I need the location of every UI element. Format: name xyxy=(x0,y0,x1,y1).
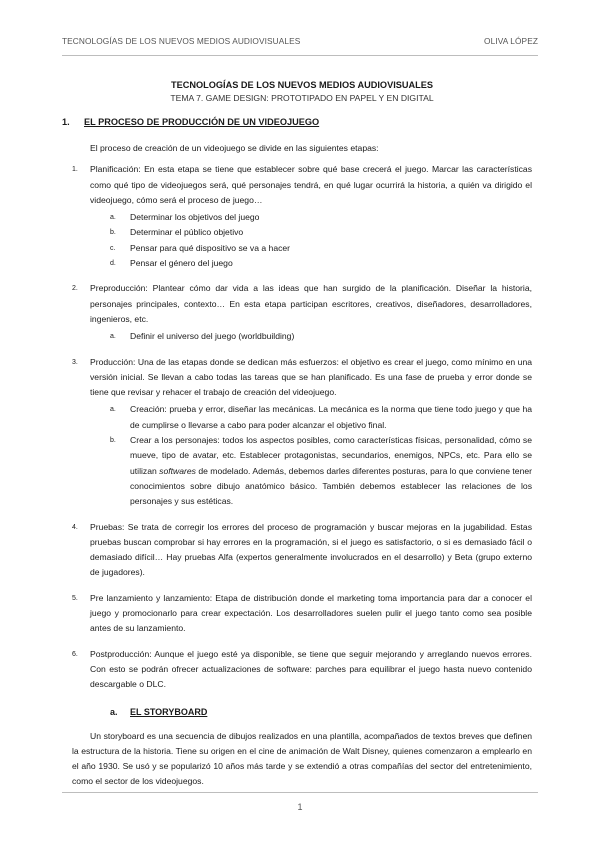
header-author: OLIVA LÓPEZ xyxy=(484,36,538,46)
document-subtitle: TEMA 7. GAME DESIGN: PROTOTIPADO EN PAPEL Y EN DIGITAL xyxy=(170,93,434,103)
subsection-title: EL STORYBOARD xyxy=(130,706,208,717)
stage-pruebas xyxy=(72,520,532,581)
list-item: c. Pensar para qué dispositivo se va a hacer xyxy=(110,242,291,253)
stage-sublist xyxy=(90,329,532,344)
document-title: TECNOLOGÍAS DE LOS NUEVOS MEDIOS AUDIOVISUALES xyxy=(170,80,434,90)
list-item: b. Crear a los personajes: todos los aspectos posibles, como características físicas, personalidad, cómo se mueve, tipo de avatar, etc. Establecer protagonistas, secundarios, enemigos, NPCs, etc. Para ello se utilizan softwares de modelado. Además, debemos darles diferentes posturas, para lo que conviene tener conocimientos sobre dibujo anatómico básico. También debemos establecer las relaciones de los personajes y sus estéticas. xyxy=(110,435,532,507)
stage-number: 5. xyxy=(72,594,78,602)
header-divider xyxy=(62,55,538,56)
subsection-number: a. xyxy=(110,706,118,717)
stage-lanzamiento xyxy=(72,591,532,637)
stage-number: 3. xyxy=(72,358,78,366)
list-item: a. Determinar los objetivos del juego xyxy=(110,212,260,223)
list-item: d. Pensar el género del juego xyxy=(110,258,233,269)
stage-text: Producción: Una de las etapas donde se dedican más esfuerzos: el objetivo es crear el juego, como mínimo en una versión inicial. Se llevan a cabo todas las tareas que se han planificado. Es una fase de prueba y error donde se tiene que revisar y rehacer el trabajo de creación del videojuego. xyxy=(90,356,532,398)
stage-text: Planificación: En esta etapa se tiene que establecer sobre qué base crecerá el juego. Marcar las características como qué tipo de videojuegos será, qué personajes tendrá, en qué lugar ocurrirá la historia, a quién va dirigido el videojuego, cómo será el proceso de juego… xyxy=(90,164,532,205)
stage-sublist xyxy=(90,210,532,271)
stage-preproduccion xyxy=(72,281,532,344)
intro-paragraph: El proceso de creación de un videojuego se divide en las siguientes etapas: xyxy=(90,143,379,153)
stage-produccion xyxy=(72,355,532,510)
stages-list xyxy=(72,162,532,692)
italic-term: softwares xyxy=(159,465,196,476)
stage-sublist xyxy=(90,402,532,509)
page-number: 1 xyxy=(297,802,303,812)
document-body xyxy=(62,79,532,790)
footer-divider xyxy=(62,792,538,793)
list-item: b. Determinar el público objetivo xyxy=(110,227,244,238)
list-item: a. Definir el universo del juego (worldbuilding) xyxy=(110,331,295,342)
stage-text: Preproducción: Plantear cómo dar vida a las ideas que han surgido de la planificación. Diseñar la historia, personajes principales, contexto… En esta etapa participan escritores, creativos, diseñadores, desarrolladores, ingenieros, etc. xyxy=(90,283,532,324)
stage-text: Postproducción: Aunque el juego esté ya disponible, se tiene que seguir mejorando y arreglando nuevos errores. Con esto se podrán ofrecer actualizaciones de software: parches para equilibrar el juego hasta nuevo contenido descargable o DLC. xyxy=(90,648,532,690)
subsection-heading xyxy=(72,705,532,719)
list-item: a. Creación: prueba y error, diseñar las mecánicas. La mecánica es la norma que tiene todo juego y que ha de cumplirse o llevarse a cabo para poder alcanzar el objetivo final. xyxy=(110,404,532,430)
header-course-title: TECNOLOGÍAS DE LOS NUEVOS MEDIOS AUDIOVISUALES xyxy=(62,36,301,46)
stage-postproduccion xyxy=(72,647,532,693)
stage-planificacion xyxy=(72,162,532,271)
section-number: 1. xyxy=(62,117,70,127)
page-header xyxy=(62,36,538,52)
stage-number: 2. xyxy=(72,285,78,293)
stage-number: 4. xyxy=(72,523,78,531)
storyboard-paragraph: Un storyboard es una secuencia de dibujos realizados en una plantilla, acompañados de textos breves que definen la estructura de la historia. Tiene su origen en el cine de animación de Walt Disney, quienes comenzaron a emplearlo en el año 1930. Se usó y se popularizó 10 años más tarde y se extendió a otras compañías del sector del entretenimiento, como el sector de los videojuegos. xyxy=(72,730,532,787)
section-heading xyxy=(62,115,532,129)
stage-number: 1. xyxy=(72,166,78,174)
stage-text: Pre lanzamiento y lanzamiento: Etapa de distribución donde el marketing toma importancia para dar a conocer el juego y promocionarlo para crear expectación. Los desarrolladores suelen pulir el juego tanto como sea posible antes de su lanzamiento. xyxy=(90,592,532,634)
stage-number: 6. xyxy=(72,650,78,658)
section-title: EL PROCESO DE PRODUCCIÓN DE UN VIDEOJUEGO xyxy=(84,117,320,127)
stage-text: Pruebas: Se trata de corregir los errores del proceso de programación y buscar mejoras en la jugabilidad. Estas pruebas buscan comprobar si hay errores en la programación, si el juego es satisfactorio, o si es demasiado fácil o demasiado difícil… Hay pruebas Alfa (expertos generalmente involucrados en el desarrollo) y Beta (grupo externo de jugadores). xyxy=(90,521,532,578)
